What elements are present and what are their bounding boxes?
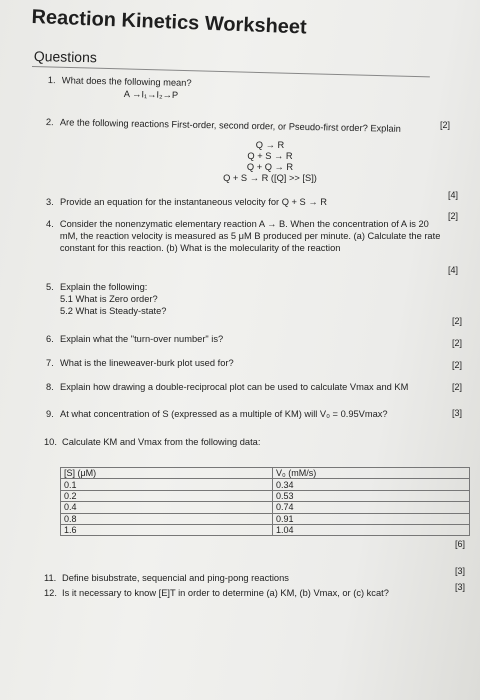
table-cell: 0.2 — [61, 490, 273, 501]
kinetics-data-table — [60, 467, 470, 536]
question-5-2: 5.2 What is Steady-state? — [60, 306, 167, 316]
question-5: 5. Explain the following: — [46, 282, 148, 292]
question-5-marks: [2] — [452, 316, 463, 326]
table-cell: 0.4 — [61, 502, 273, 513]
question-11-marks: [3] — [455, 566, 466, 576]
question-9: 9. At what concentration of S (expressed as a multiple of KM) will V₀ = 0.95Vmax? — [46, 409, 388, 419]
table-row — [61, 479, 470, 490]
question-10: 10. Calculate KM and Vmax from the following data: — [44, 437, 261, 447]
table-cell: 0.34 — [273, 479, 470, 490]
question-2-reaction-3: Q + Q → R — [246, 162, 294, 172]
question-2-marks: [2] — [440, 120, 451, 130]
question-2-reaction-1: Q → R — [255, 140, 285, 150]
table-header-cell: V₀ (mM/s) — [273, 468, 470, 479]
question-11: 11. Define bisubstrate, sequencial and ping-pong reactions — [44, 573, 289, 583]
question-1: 1. What does the following mean? — [47, 74, 192, 89]
question-7: 7. What is the lineweaver-burk plot used for? — [46, 358, 234, 368]
table-row — [61, 524, 470, 535]
table-row — [61, 490, 470, 501]
question-12-marks: [3] — [455, 582, 466, 592]
page-title: Reaction Kinetics Worksheet — [31, 6, 308, 39]
question-12: 12. Is it necessary to know [E]T in order to determine (a) KM, (b) Vmax, or (c) kcat? — [44, 588, 389, 598]
question-9-marks: [3] — [452, 408, 463, 418]
table-cell: 0.53 — [273, 490, 470, 501]
question-4b-marks: [4] — [448, 265, 459, 275]
question-4a-marks: [2] — [448, 211, 459, 221]
question-7-marks: [2] — [452, 360, 463, 370]
table-cell: 0.8 — [61, 513, 273, 524]
question-8: 8. Explain how drawing a double-reciprocal plot can be used to calculate Vmax and KM — [46, 382, 409, 392]
question-2-reaction-2: Q + S → R — [247, 151, 293, 161]
table-header-row — [61, 468, 470, 479]
question-8-marks: [2] — [452, 382, 463, 392]
table-row — [61, 513, 470, 524]
question-2: 2. Are the following reactions First-order, second order, or Pseudo-first order? Explain — [45, 116, 401, 134]
question-1-expression: A →I₁→I₂→P — [123, 88, 179, 101]
table-cell: 0.74 — [273, 502, 470, 513]
question-4: 4. Consider the nonenzymatic elementary reaction A → B. When the concentration of A is 20 mM, the reaction velocity is measured as 5 μM B produced per minute. (a) Calculate the rate constant for this reaction. (b) What is the molecularity of the reaction — [46, 219, 441, 253]
table-cell: 0.1 — [61, 479, 273, 490]
table-cell: 1.6 — [61, 524, 273, 535]
table-cell: 1.04 — [273, 524, 470, 535]
section-heading: Questions — [33, 48, 98, 66]
question-5-1: 5.1 What is Zero order? — [60, 294, 158, 304]
question-6: 6. Explain what the "turn-over number" is? — [46, 334, 224, 344]
table-header-cell: [S] (μM) — [61, 468, 273, 479]
question-3: 3. Provide an equation for the instantaneous velocity for Q + S → R — [46, 197, 327, 207]
table-cell: 0.91 — [273, 513, 470, 524]
question-2-reaction-4: Q + S → R ([Q] >> [S]) — [223, 173, 317, 183]
table-row — [61, 502, 470, 513]
question-3-marks: [4] — [448, 190, 459, 200]
question-10-marks: [6] — [455, 539, 466, 549]
question-6-marks: [2] — [452, 338, 463, 348]
